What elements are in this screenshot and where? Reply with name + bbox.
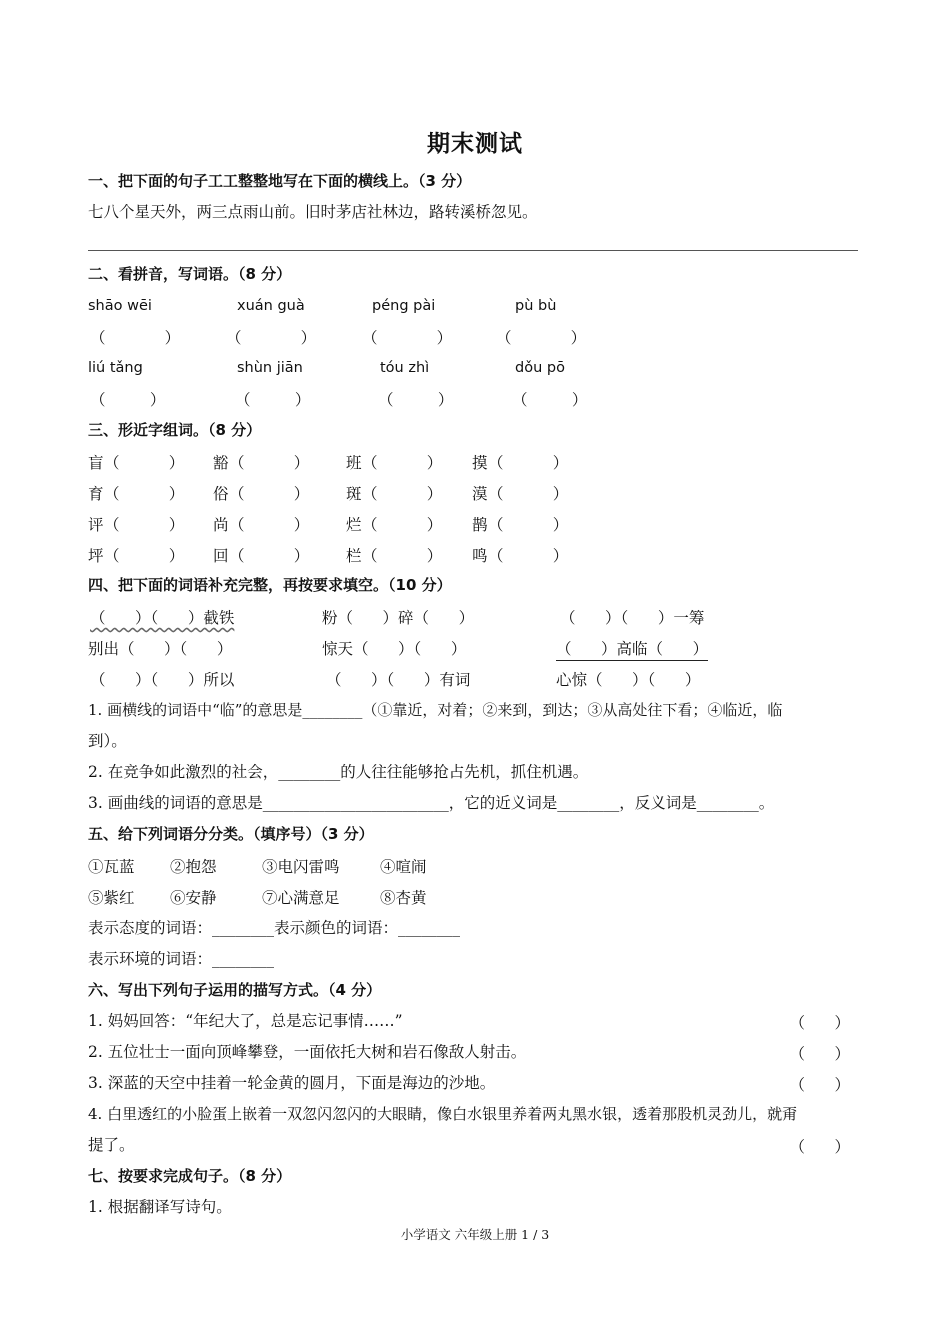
section-3-heading: 三、形近字组词。（8 分）: [88, 421, 262, 439]
answer-blank[interactable]: （ ）: [512, 391, 588, 409]
character: 盲: [88, 454, 104, 472]
character: 摸: [472, 454, 488, 472]
answer-blank[interactable]: （ ）: [235, 391, 311, 409]
section-2-heading: 二、看拼音，写词语。（8 分）: [88, 265, 292, 283]
word-option: ①瓦蓝: [88, 858, 135, 876]
answer-blank[interactable]: （ ）: [229, 547, 310, 565]
character: 鹊: [472, 516, 488, 534]
answer-blank[interactable]: （ ）: [362, 329, 453, 347]
section-7-heading: 七、按要求完成句子。（8 分）: [88, 1167, 292, 1185]
pinyin: xuán guà: [237, 298, 305, 314]
answer-blank[interactable]: （ ）: [362, 454, 443, 472]
answer-blank[interactable]: （ ）: [90, 329, 181, 347]
character: 坪: [88, 547, 104, 565]
idiom[interactable]: 别出（ ）（ ）: [88, 640, 233, 658]
character: 评: [88, 516, 104, 534]
section-5-heading: 五、给下列词语分分类。（填序号）（3 分）: [88, 825, 374, 843]
idiom[interactable]: 惊天（ ）（ ）: [322, 640, 467, 658]
question-6-1: 1. 妈妈回答：“年纪大了，总是忘记事情……”: [88, 1012, 403, 1030]
question-7-1: 1. 根据翻译写诗句。: [88, 1198, 232, 1216]
idiom[interactable]: （ ）（ ）一筹: [560, 609, 705, 627]
word-option: ③电闪雷鸣: [262, 858, 340, 876]
answer-blank[interactable]: （ ）: [488, 485, 569, 503]
answer-blank[interactable]: （ ）: [378, 391, 454, 409]
pinyin: shùn jiān: [237, 360, 303, 376]
answer-blank[interactable]: （ ）: [362, 516, 443, 534]
question-4-2: 2. 在竞争如此激烈的社会，________的人往往能够抢占先机，抓住机遇。: [88, 763, 589, 781]
answer-blank[interactable]: （ ）: [789, 1138, 850, 1156]
character: 回: [213, 547, 229, 565]
idiom[interactable]: （ ）（ ）有词: [326, 671, 471, 689]
word-option: ⑧杏黄: [380, 889, 427, 907]
question-4-1: 1. 画横线的词语中“临”的意思是________（①靠近，对着；②来到，到达；③从高处往下看；④临近，临: [88, 701, 783, 719]
character: 俗: [213, 485, 229, 503]
answer-blank[interactable]: （ ）: [789, 1045, 850, 1063]
answer-blank[interactable]: （ ）: [789, 1076, 850, 1094]
idiom[interactable]: （ ）（ ）所以: [90, 671, 235, 689]
answer-blank[interactable]: （ ）: [229, 454, 310, 472]
answer-blank[interactable]: （ ）: [488, 547, 569, 565]
answer-blank[interactable]: （ ）: [488, 516, 569, 534]
answer-blank[interactable]: （ ）: [104, 454, 185, 472]
answer-blank[interactable]: （ ）: [362, 485, 443, 503]
question-4-3: 3. 画曲线的词语的意思是________________________，它的近义词是________，反义词是________。: [88, 794, 775, 812]
answer-blank[interactable]: （ ）: [496, 329, 587, 347]
pinyin: pù bù: [515, 298, 557, 314]
question-6-4: 4. 白里透红的小脸蛋上嵌着一双忽闪忽闪的大眼睛，像白水银里养着两丸黑水银，透着那股机灵劲儿，就甭: [88, 1105, 798, 1123]
character: 鸣: [472, 547, 488, 565]
answer-blank[interactable]: （ ）: [226, 329, 317, 347]
pinyin: tóu zhì: [380, 360, 430, 376]
section-1-sentence: 七八个星天外，两三点雨山前。旧时茅店社林边，路转溪桥忽见。: [88, 203, 538, 221]
character: 育: [88, 485, 104, 503]
idiom[interactable]: 心惊（ ）（ ）: [556, 671, 701, 689]
character: 斑: [346, 485, 362, 503]
answer-blank[interactable]: （ ）: [104, 485, 185, 503]
answer-blank[interactable]: （ ）: [104, 516, 185, 534]
character: 烂: [346, 516, 362, 534]
question-6-2: 2. 五位壮士一面向顶峰攀登，一面依托大树和岩石像敌人射击。: [88, 1043, 527, 1061]
answer-blank[interactable]: （ ）: [488, 454, 569, 472]
answer-blank[interactable]: （ ）: [789, 1014, 850, 1032]
idiom-underlined[interactable]: （ ）高临（ ）: [556, 637, 708, 661]
pinyin: shāo wēi: [88, 298, 152, 314]
idiom[interactable]: 粉（ ）碎（ ）: [322, 609, 475, 627]
word-option: ⑤紫红: [88, 889, 135, 907]
word-option: ④喧闹: [380, 858, 427, 876]
section-1-heading: 一、把下面的句子工工整整地写在下面的横线上。（3 分）: [88, 172, 472, 190]
section-6-heading: 六、写出下列句子运用的描写方式。（4 分）: [88, 981, 382, 999]
word-option: ⑦心满意足: [262, 889, 340, 907]
character: 班: [346, 454, 362, 472]
character: 栏: [346, 547, 362, 565]
answer-blank[interactable]: （ ）: [229, 485, 310, 503]
page-footer: 小学语文 六年级上册 1 / 3: [400, 1227, 550, 1242]
word-option: ②抱怨: [170, 858, 217, 876]
category-line-1: 表示态度的词语：________表示颜色的词语：________: [88, 919, 461, 937]
character: 漠: [472, 485, 488, 503]
pinyin: liú tǎng: [88, 360, 143, 376]
question-4-1-cont: 到）。: [88, 732, 127, 750]
pinyin: dǒu pō: [515, 360, 565, 376]
answer-line: [88, 250, 858, 251]
character: 尚: [213, 516, 229, 534]
answer-blank[interactable]: （ ）: [104, 547, 185, 565]
category-line-2: 表示环境的词语：________: [88, 950, 275, 968]
section-4-heading: 四、把下面的词语补充完整，再按要求填空。（10 分）: [88, 576, 452, 594]
character: 豁: [213, 454, 229, 472]
answer-blank[interactable]: （ ）: [229, 516, 310, 534]
page-title: 期末测试: [427, 131, 523, 157]
pinyin: péng pài: [372, 298, 436, 314]
question-6-3: 3. 深蓝的天空中挂着一轮金黄的圆月，下面是海边的沙地。: [88, 1074, 496, 1092]
idiom-wavy[interactable]: （ ）（ ）截铁: [90, 609, 235, 627]
word-option: ⑥安静: [170, 889, 217, 907]
answer-blank[interactable]: （ ）: [90, 391, 166, 409]
question-6-4-cont: 提了。: [88, 1136, 135, 1154]
answer-blank[interactable]: （ ）: [362, 547, 443, 565]
